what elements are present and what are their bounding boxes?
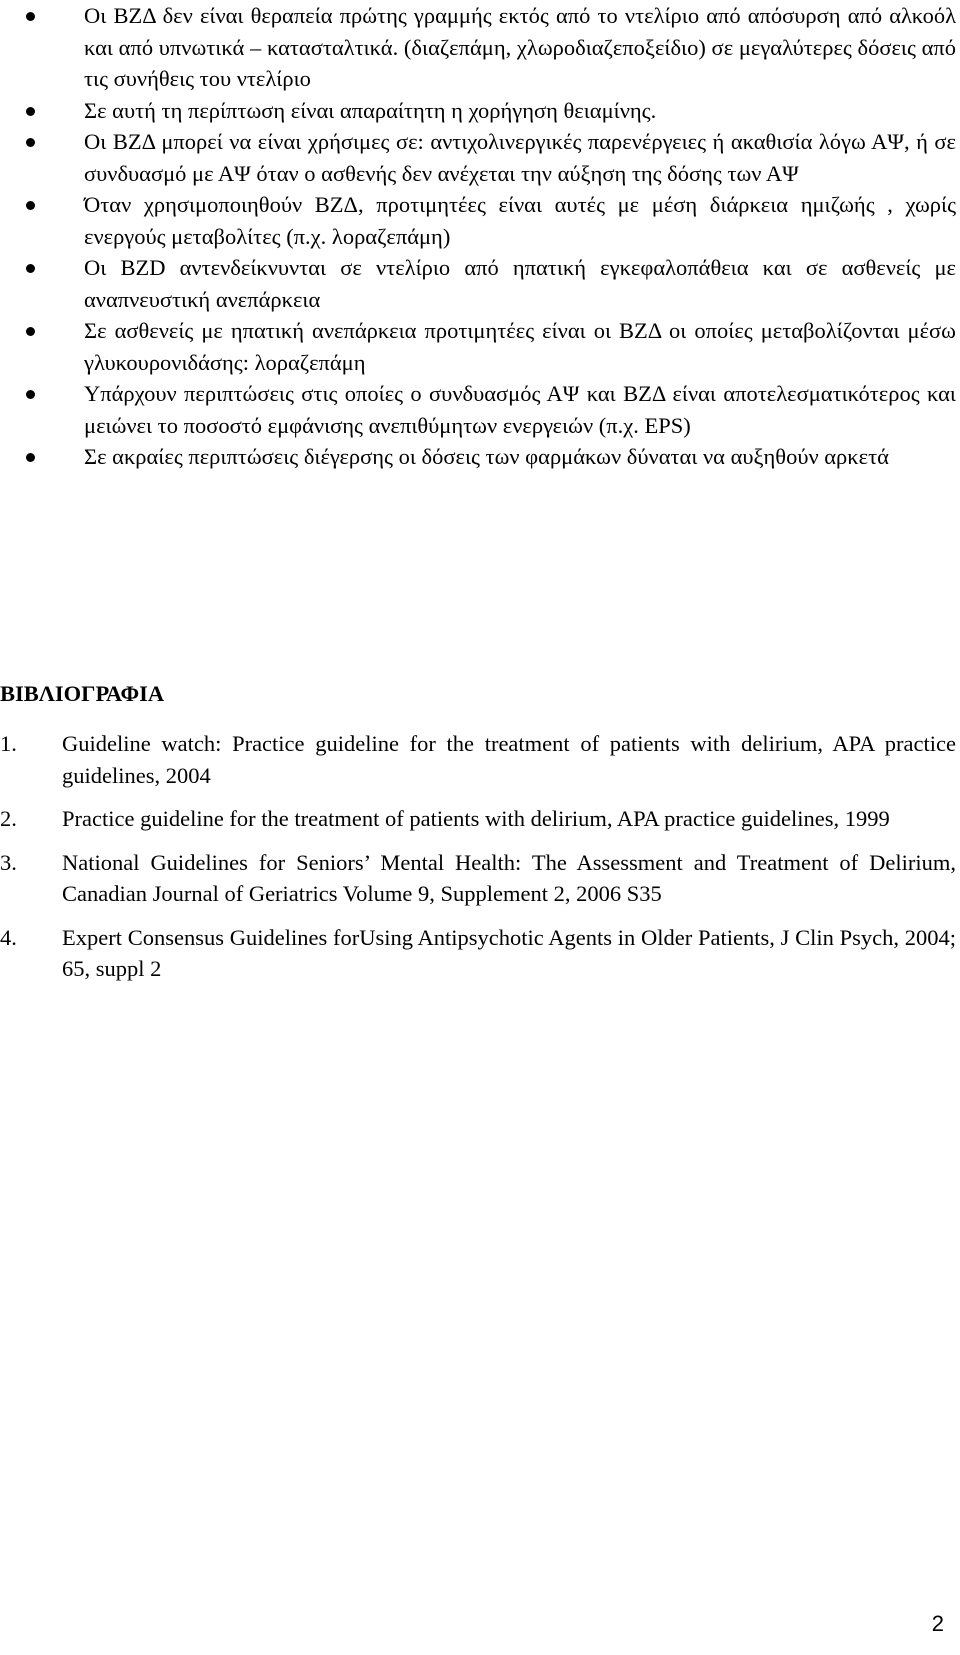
- list-item: [0, 0, 960, 95]
- list-item-text: Όταν χρησιμοποιηθούν ΒΖΔ, προτιμητέες είναι αυτές με μέση διάρκεια ημιζωής , χωρίς ενεργούς μεταβολίτες (π.χ. λοραζεπάμη): [84, 192, 956, 249]
- list-item-text: Σε ασθενείς με ηπατική ανεπάρκεια προτιμητέες είναι οι ΒΖΔ οι οποίες μεταβολίζονται μέσω γλυκουρονιδάσης: λοραζεπάμη: [84, 318, 956, 375]
- bullet-icon: [26, 390, 35, 399]
- reference-item: [0, 728, 956, 791]
- list-item: [0, 126, 960, 189]
- reference-number: 2.: [0, 806, 17, 831]
- list-item: [0, 378, 960, 441]
- list-item: [0, 441, 960, 473]
- bullet-icon: [26, 138, 35, 147]
- reference-item: [0, 847, 956, 910]
- bullet-icon: [26, 12, 35, 21]
- reference-item: [0, 803, 956, 835]
- reference-text: Expert Consensus Guidelines forUsing Antipsychotic Agents in Older Patients, J Clin Psych, 2004; 65, suppl 2: [62, 924, 956, 981]
- bullet-icon: [26, 201, 35, 210]
- bibliography-list: [0, 728, 960, 997]
- list-item-text: Σε ακραίες περιπτώσεις διέγερσης οι δόσεις των φαρμάκων δύναται να αυξηθούν αρκετά: [84, 444, 889, 469]
- list-item-text: Οι ΒΖΔ μπορεί να είναι χρήσιμες σε: αντιχολινεργικές παρενέργειες ή ακαθισία λόγω ΑΨ, ή σε συνδυασμό με ΑΨ όταν ο ασθενής δεν ανέχεται την αύξηση της δόσης των ΑΨ: [84, 129, 956, 186]
- list-item-text: Σε αυτή τη περίπτωση είναι απαραίτητη η χορήγηση θειαμίνης.: [84, 97, 657, 123]
- reference-text: Practice guideline for the treatment of patients with delirium, APA practice guidelines, 1999: [62, 806, 890, 831]
- bullet-icon: [26, 107, 35, 116]
- list-item: [0, 189, 960, 252]
- reference-text: Guideline watch: Practice guideline for the treatment of patients with delirium, APA practice guidelines, 2004: [62, 731, 956, 788]
- bibliography-heading: ΒΙΒΛΙΟΓΡΑΦΙΑ: [0, 681, 165, 706]
- list-item-text: Οι ΒΖΔ δεν είναι θεραπεία πρώτης γραμμής εκτός από το ντελίριο από απόσυρση από αλκοόλ και από υπνωτικά – κατασταλτικά. (διαζεπάμη, χλωροδιαζεποξείδιο) σε μεγαλύτερες δόσεις από τις συνήθεις του ντελίριο: [84, 3, 956, 91]
- list-item-text: Οι BZD αντενδείκνυνται σε ντελίριο από ηπατική εγκεφαλοπάθεια και σε ασθενείς με αναπνευστική ανεπάρκεια: [84, 255, 956, 312]
- bullet-icon: [26, 264, 35, 273]
- list-item: [0, 252, 960, 315]
- list-item: [0, 315, 960, 378]
- reference-item: [0, 922, 956, 985]
- list-item: [0, 95, 960, 127]
- bullet-list: [0, 0, 960, 473]
- list-item-text: Υπάρχουν περιπτώσεις στις οποίες ο συνδυασμός ΑΨ και ΒΖΔ είναι αποτελεσματικότερος και μειώνει το ποσοστό εμφάνισης ανεπιθύμητων ενεργειών (π.χ. EPS): [84, 381, 956, 438]
- page-number: 2: [931, 1611, 944, 1636]
- bullet-icon: [26, 453, 35, 462]
- bullet-icon: [26, 327, 35, 336]
- reference-number: 4.: [0, 924, 17, 950]
- reference-text: National Guidelines for Seniors’ Mental Health: The Assessment and Treatment of Delirium, Canadian Journal of Geriatrics Volume 9, Supplement 2, 2006 S35: [62, 849, 956, 906]
- reference-number: 3.: [0, 849, 17, 875]
- reference-number: 1.: [0, 731, 17, 756]
